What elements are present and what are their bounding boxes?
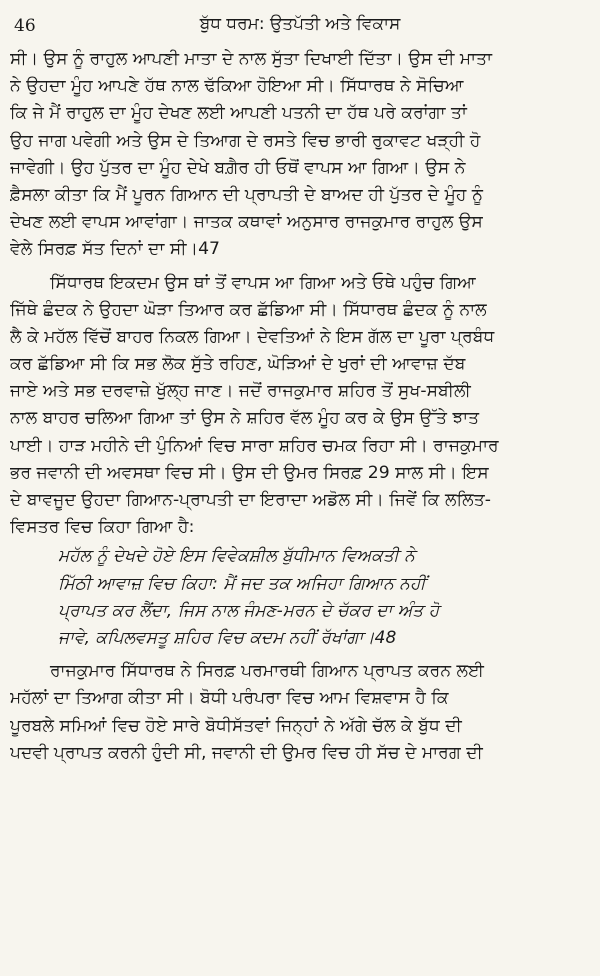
text-line: ਸਿੱਧਾਰਥ ਇਕਦਮ ਉਸ ਥਾਂ ਤੋਂ ਵਾਪਸ ਆ ਗਿਆ ਅਤੇ ਓਥੇ ਪਹੁੰਚ ਗਿਆ (50, 272, 476, 293)
block-quote (10, 543, 590, 652)
paragraph-3 (10, 658, 590, 767)
quote-line: ਮਿੱਠੀ ਆਵਾਜ਼ ਵਿਚ ਕਿਹਾ: ਮੈਂ ਜਦ ਤਕ ਅਜਿਹਾ ਗਿਆਨ ਨਹੀਂ (58, 573, 426, 594)
page-number: 46 (14, 16, 36, 36)
text-line: ਭਰ ਜਵਾਨੀ ਦੀ ਅਵਸਥਾ ਵਿਚ ਸੀ। ਉਸ ਦੀ ਉਮਰ ਸਿਰਫ਼ 29 ਸਾਲ ਸੀ। ਇਸ (10, 462, 489, 483)
text-line: ਫ਼ੈਸਲਾ ਕੀਤਾ ਕਿ ਮੈਂ ਪੂਰਨ ਗਿਆਨ ਦੀ ਪ੍ਰਾਪਤੀ ਦੇ ਬਾਅਦ ਹੀ ਪੁੱਤਰ ਦੇ ਮੂੰਹ ਨੂੰ (10, 184, 484, 205)
text-line: ਸੀ। ਉਸ ਨੂੰ ਰਾਹੁਲ ਆਪਣੀ ਮਾਤਾ ਦੇ ਨਾਲ ਸੁੱਤਾ ਦਿਖਾਈ ਦਿੱਤਾ। ਉਸ ਦੀ ਮਾਤਾ (10, 49, 492, 69)
chapter-title: ਬੁੱਧ ਧਰਮ: ਉਤਪੱਤੀ ਅਤੇ ਵਿਕਾਸ (199, 14, 401, 34)
body-text (10, 46, 590, 767)
text-line: ਉਹ ਜਾਗ ਪਵੇਗੀ ਅਤੇ ਉਸ ਦੇ ਤਿਆਗ ਦੇ ਰਸਤੇ ਵਿਚ ਭਾਰੀ ਰੁਕਾਵਟ ਖੜ੍ਹੀ ਹੋ (10, 130, 481, 151)
text-line: ਪਾਈ। ਹਾੜ ਮਹੀਨੇ ਦੀ ਪੁੰਨਿਆਂ ਵਿਚ ਸਾਰਾ ਸ਼ਹਿਰ ਚਮਕ ਰਿਹਾ ਸੀ। ਰਾਜਕੁਮਾਰ (10, 435, 499, 456)
text-line: ਜਿੱਥੇ ਛੰਦਕ ਨੇ ਉਹਦਾ ਘੋੜਾ ਤਿਆਰ ਕਰ ਛੱਡਿਆ ਸੀ। ਸਿੱਧਾਰਥ ਛੰਦਕ ਨੂੰ ਨਾਲ (10, 299, 487, 320)
text-line: ਜਾਵੇਗੀ। ਉਹ ਪੁੱਤਰ ਦਾ ਮੂੰਹ ਦੇਖੇ ਬਗ਼ੈਰ ਹੀ ਓਥੋਂ ਵਾਪਸ ਆ ਗਿਆ। ਉਸ ਨੇ (10, 157, 466, 178)
text-line: ਕਰ ਛੱਡਿਆ ਸੀ ਕਿ ਸਭ ਲੋਕ ਸੁੱਤੇ ਰਹਿਣ, ਘੋੜਿਆਂ ਦੇ ਖੁਰਾਂ ਦੀ ਆਵਾਜ਼ ਦੱਬ (10, 354, 466, 375)
quote-line: ਪ੍ਰਾਪਤ ਕਰ ਲੈਂਦਾ, ਜਿਸ ਨਾਲ ਜੰਮਣ-ਮਰਨ ਦੇ ਚੱਕਰ ਦਾ ਅੰਤ ਹੋ (58, 600, 440, 621)
text-line: ਵੇਲੇ ਸਿਰਫ਼ ਸੱਤ ਦਿਨਾਂ ਦਾ ਸੀ।47 (10, 239, 220, 260)
text-line: ਲੈ ਕੇ ਮਹੱਲ ਵਿੱਚੋਂ ਬਾਹਰ ਨਿਕਲ ਗਿਆ। ਦੇਵਤਿਆਂ ਨੇ ਇਸ ਗੱਲ ਦਾ ਪੂਰਾ ਪ੍ਰਬੰਧ (10, 326, 495, 347)
text-line: ਨਾਲ ਬਾਹਰ ਚਲਿਆ ਗਿਆ ਤਾਂ ਉਸ ਨੇ ਸ਼ਹਿਰ ਵੱਲ ਮੂੰਹ ਕਰ ਕੇ ਉਸ ਉੱਤੇ ਝਾਤ (10, 408, 480, 429)
quote-line: ਜਾਵੇ, ਕਪਿਲਵਸਤੂ ਸ਼ਹਿਰ ਵਿਚ ਕਦਮ ਨਹੀਂ ਰੱਖਾਂਗਾ।48 (58, 627, 397, 648)
text-line: ਮਹੱਲਾਂ ਦਾ ਤਿਆਗ ਕੀਤਾ ਸੀ। ਬੋਧੀ ਪਰੰਪਰਾ ਵਿਚ ਆਮ ਵਿਸ਼ਵਾਸ ਹੈ ਕਿ (10, 688, 449, 709)
text-line: ਨੇ ਉਹਦਾ ਮੂੰਹ ਆਪਣੇ ਹੱਥ ਨਾਲ ਢੱਕਿਆ ਹੋਇਆ ਸੀ। ਸਿੱਧਾਰਥ ਨੇ ਸੋਚਿਆ (10, 76, 464, 97)
text-line: ਰਾਜਕੁਮਾਰ ਸਿੱਧਾਰਥ ਨੇ ਸਿਰਫ਼ ਪਰਮਾਰਥੀ ਗਿਆਨ ਪ੍ਰਾਪਤ ਕਰਨ ਲਈ (50, 661, 485, 682)
text-line: ਜਾਏ ਅਤੇ ਸਭ ਦਰਵਾਜ਼ੇ ਖੁੱਲ੍ਹ ਜਾਣ। ਜਦੋਂ ਰਾਜਕੁਮਾਰ ਸ਼ਹਿਰ ਤੋਂ ਸੁਖ-ਸਬੀਲੀ (10, 381, 471, 402)
text-line: ਕਿ ਜੇ ਮੈਂ ਰਾਹੁਲ ਦਾ ਮੂੰਹ ਦੇਖਣ ਲਈ ਆਪਣੀ ਪਤਨੀ ਦਾ ਹੱਥ ਪਰੇ ਕਰਾਂਗਾ ਤਾਂ (10, 103, 467, 124)
text-line: ਪਦਵੀ ਪ੍ਰਾਪਤ ਕਰਨੀ ਹੁੰਦੀ ਸੀ, ਜਵਾਨੀ ਦੀ ਉਮਰ ਵਿਚ ਹੀ ਸੱਚ ਦੇ ਮਾਰਗ ਦੀ (10, 742, 483, 763)
text-line: ਦੇਖਣ ਲਈ ਵਾਪਸ ਆਵਾਂਗਾ। ਜਾਤਕ ਕਥਾਵਾਂ ਅਨੁਸਾਰ ਰਾਜਕੁਮਾਰ ਰਾਹੁਲ ਉਸ (10, 212, 483, 233)
text-line: ਵਿਸਤਰ ਵਿਚ ਕਿਹਾ ਗਿਆ ਹੈ: (10, 517, 195, 538)
text-line: ਪੂਰਬਲੇ ਸਮਿਆਂ ਵਿਚ ਹੋਏ ਸਾਰੇ ਬੋਧੀਸੱਤਵਾਂ ਜਿਨ੍ਹਾਂ ਨੇ ਅੱਗੇ ਚੱਲ ਕੇ ਬੁੱਧ ਦੀ (10, 715, 462, 736)
running-head (10, 6, 590, 46)
paragraph-1 (10, 46, 590, 264)
quote-line: ਮਹੱਲ ਨੂੰ ਦੇਖਦੇ ਹੋਏ ਇਸ ਵਿਵੇਕਸ਼ੀਲ ਬੁੱਧੀਮਾਨ ਵਿਅਕਤੀ ਨੇ (58, 546, 415, 567)
paragraph-2 (10, 270, 590, 542)
text-line: ਦੇ ਬਾਵਜੂਦ ਉਹਦਾ ਗਿਆਨ-ਪ੍ਰਾਪਤੀ ਦਾ ਇਰਾਦਾ ਅਡੋਲ ਸੀ। ਜਿਵੇਂ ਕਿ ਲਲਿਤ- (10, 490, 491, 510)
